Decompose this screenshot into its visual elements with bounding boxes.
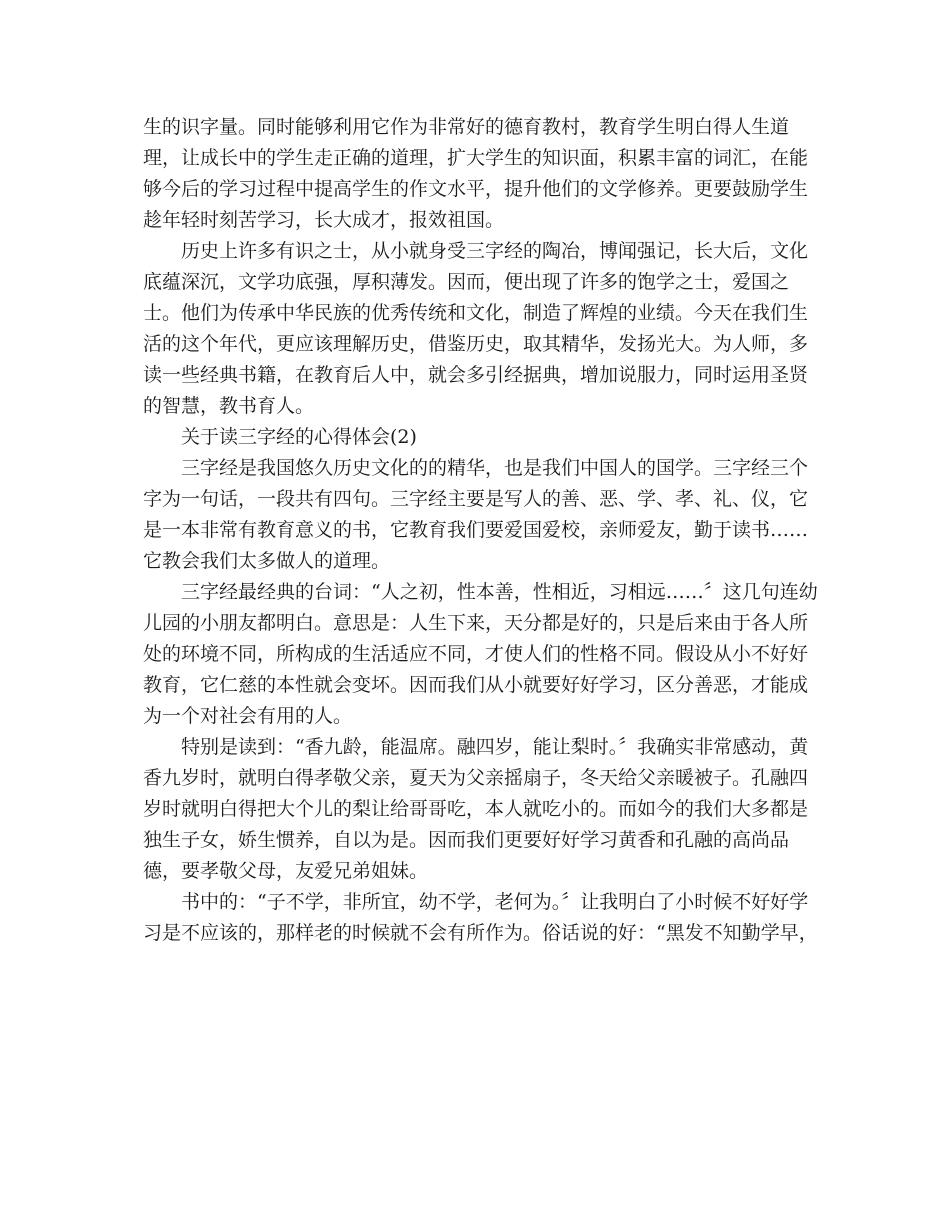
text-line: 关于读三字经的心得体会(2) — [181, 426, 417, 448]
text-line: 教育，它仁慈的本性就会变坏。因而我们从小就要好好学习，区分善恶，才能成 — [143, 674, 809, 696]
document-body — [143, 112, 818, 949]
text-line: 书中的：“子不学，非所宜，幼不学，老何为。〞让我明白了小时候不好好学 — [181, 891, 809, 913]
text-line: 字为一句话，一段共有四句。三字经主要是写人的善、恶、学、孝、礼、仪，它 — [143, 488, 809, 510]
text-line: 的智慧，教书育人。 — [143, 395, 315, 417]
text-line: 儿园的小朋友都明白。意思是：人生下来，天分都是好的，只是后来由于各人所 — [143, 612, 809, 634]
text-line: 德，要孝敬父母，友爱兄弟姐妹。 — [143, 860, 429, 882]
text-line: 士。他们为传承中华民族的优秀传统和文化，制造了辉煌的业绩。今天在我们生 — [143, 302, 809, 324]
text-line: 底蕴深沉，文学功底强，厚积薄发。因而，便出现了许多的饱学之士，爱国之 — [143, 271, 790, 293]
text-line: 它教会我们太多做人的道理。 — [143, 550, 391, 572]
text-line: 够今后的学习过程中提高学生的作文水平，提升他们的文学修养。更要鼓励学生 — [143, 178, 809, 200]
text-line: 为一个对社会有用的人。 — [143, 705, 353, 727]
text-line: 趁年轻时刻苦学习，长大成才，报效祖国。 — [143, 209, 505, 231]
text-line: 三字经是我国悠久历史文化的的精华，也是我们中国人的国学。三字经三个 — [181, 457, 809, 479]
text-line: 三字经最经典的台词：“人之初，性本善，性相近，习相远……〞这几句连幼 — [181, 581, 818, 603]
text-line: 香九岁时，就明白得孝敬父亲，夏天为父亲摇扇子，冬天给父亲暖被子。孔融四 — [143, 767, 809, 789]
text-line: 习是不应该的，那样老的时候就不会有所作为。俗话说的好：“黑发不知勤学早， — [143, 922, 818, 944]
text-line: 活的这个年代，更应该理解历史，借鉴历史，取其精华，发扬光大。为人师，多 — [143, 333, 809, 355]
text-line: 独生子女，娇生惯养，自以为是。因而我们更要好好学习黄香和孔融的高尚品 — [143, 829, 790, 851]
text-line: 处的环境不同，所构成的生活适应不同，才使人们的性格不同。假设从小不好好 — [143, 643, 809, 665]
text-line: 读一些经典书籍，在教育后人中，就会多引经据典，增加说服力，同时运用圣贤 — [143, 364, 809, 386]
text-line: 特别是读到：“香九龄，能温席。融四岁，能让梨时。〞我确实非常感动，黄 — [181, 736, 809, 758]
text-line: 历史上许多有识之士，从小就身受三字经的陶冶，博闻强记，长大后，文化 — [181, 240, 809, 262]
text-line: 是一本非常有教育意义的书，它教育我们要爱国爱校，亲师爱友，勤于读书…… — [143, 519, 809, 541]
text-line: 生的识字量。同时能够利用它作为非常好的德育教村，教育学生明白得人生道 — [143, 116, 790, 138]
text-line: 岁时就明白得把大个儿的梨让给哥哥吃，本人就吃小的。而如今的我们大多都是 — [143, 798, 809, 820]
text-line: 理，让成长中的学生走正确的道理，扩大学生的知识面，积累丰富的词汇，在能 — [143, 147, 809, 169]
